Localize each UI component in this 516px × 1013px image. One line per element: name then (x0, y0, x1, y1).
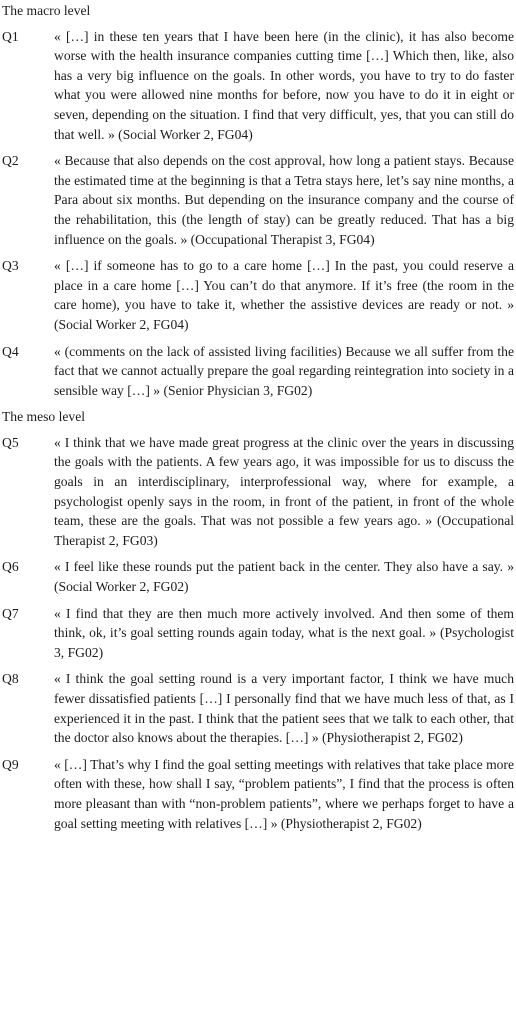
quote-id: Q3 (2, 258, 19, 274)
quote-id: Q6 (2, 559, 19, 575)
quote-id: Q1 (2, 28, 19, 44)
quote-text: « I think that we have made great progress at the clinic over the years in discussing the goals with the patients. A few years ago, it was impossible for us to discuss the goals in an interdisciplinary, interprofessional way, where for example, a psychologist openly says in the room, in front of the patient, in front of the whole team, these are the goals. That was not possible a few years ago. » (Occupational Therapist 2, FG03) (54, 434, 514, 548)
quote-text: « I feel like these rounds put the patient back in the center. They also have a say. » (Social Worker 2, FG02) (54, 559, 514, 595)
quote-row (0, 151, 516, 249)
quote-row (0, 755, 516, 833)
quote-text: « […] That’s why I find the goal setting meetings with relatives that take place more often with these, how shall I say, “problem patients”, I find that the process is often more pleasant than with “non-problem patients”, where we perhaps forget to have a goal setting meeting with relatives […] » (Physiotherapist 2, FG02) (54, 756, 514, 831)
quote-id: Q4 (2, 343, 19, 359)
quote-id: Q2 (2, 153, 19, 169)
quote-row (0, 433, 516, 551)
quote-text: « […] if someone has to go to a care home […] In the past, you could reserve a place in a care home […] You can’t do that anymore. If it’s free (the room in the care home), you have to take it, whether the assistive devices are ready or not. » (Social Worker 2, FG04) (54, 258, 514, 332)
quote-text: « I think the goal setting round is a very important factor, I think we have much fewer dissatisfied patients […] I personally find that we have much less of that, as I experienced it in the past. I think that the patient sees that we talk to each other, that the doctor also knows about the therapies. […] » (Physiotherapist 2, FG02) (54, 671, 514, 746)
quote-id: Q9 (2, 756, 19, 772)
quote-id: Q7 (2, 605, 19, 621)
quote-id: Q5 (2, 434, 19, 450)
quote-row (0, 342, 516, 401)
quote-text: « […] in these ten years that I have been here (in the clinic), it has also become worse with the health insurance companies cutting time […] Which then, like, also has a very big influence on the goals. In other words, you have to try to do faster what you were allowed nine months for before, now you have to do it in eight or seven, depending on the situation. I find that very difficult, yes, that you can still do that well. » (Social Worker 2, FG04) (54, 28, 514, 142)
quote-row (0, 604, 516, 663)
quote-text: « I find that they are then much more actively involved. And then some of them think, ok, it’s goal setting rounds again today, what is the next goal. » (Psychologist 3, FG02) (54, 605, 514, 660)
quote-row (0, 27, 516, 145)
section-macro-level (0, 1, 516, 400)
quote-row (0, 256, 516, 334)
section-meso-level (0, 407, 516, 833)
quote-text: « Because that also depends on the cost approval, how long a patient stays. Because the estimated time at the beginning is that a Tetra stays here, let’s say nine months, a Para about six months. But depending on the insurance company and the course of the rehabilitation, this (the length of stay) can be greatly reduced. That has a big influence on the goals. » (Occupational Therapist 3, FG04) (54, 153, 514, 247)
quote-row (0, 669, 516, 747)
section-heading: The meso level (2, 409, 86, 425)
quote-row (0, 557, 516, 596)
section-heading: The macro level (2, 3, 91, 18)
quote-id: Q8 (2, 671, 19, 687)
quote-text: « (comments on the lack of assisted living facilities) Because we all suffer from the fact that we cannot actually prepare the goal regarding reintegration into society in a sensible way […] » (Senior Physician 3, FG02) (54, 343, 514, 398)
